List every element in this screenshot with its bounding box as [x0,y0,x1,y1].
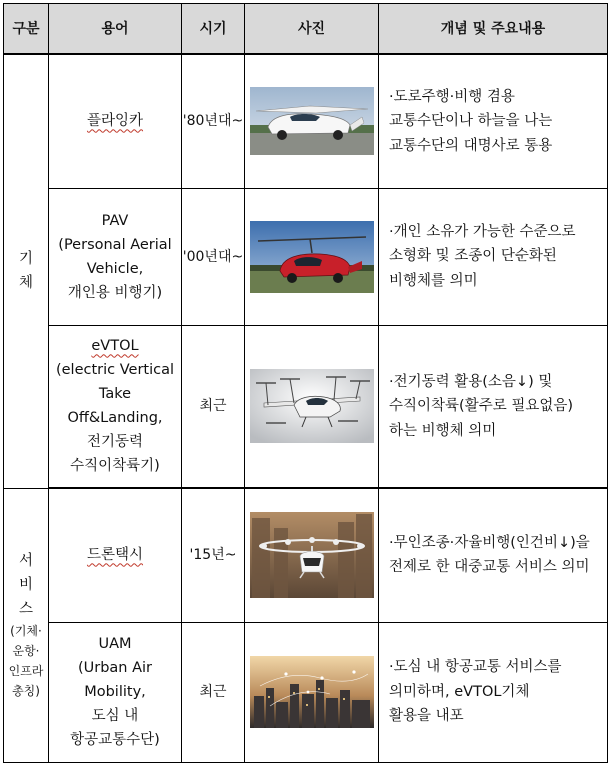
term-line: Off&Landing, [67,410,163,427]
category-char: 인프라 [8,664,44,678]
concept-line: 수직이착륙(활주로 필요없음) [389,398,574,414]
comparison-table [3,3,608,763]
term-line: (Personal Aerial [58,236,172,253]
table-row [4,188,608,325]
header-period: 시기 [182,4,245,55]
category-char: 스 [18,601,33,617]
table-row [4,325,608,488]
term-line: 수직이착륙기) [70,458,160,475]
drone-taxi-image [250,512,374,598]
category-service [4,488,49,762]
urban-air-mobility-photo [245,622,379,762]
term-cell [49,54,182,188]
concept-line: 교통수단의 대명사로 통용 [389,137,553,154]
table-row [4,54,608,188]
term-cell [49,488,182,622]
concept-line: ·개인 소유가 가능한 수준으로 [389,223,576,240]
term-line: Vehicle, [86,260,144,277]
term-line: UAM [98,636,132,652]
header-category: 구분 [4,4,49,55]
term-cell [49,622,182,762]
term-line: (electric Vertical [55,362,175,379]
pav-gyrocopter-photo [245,188,379,325]
period-cell: '15년~ [182,488,245,622]
header-concept: 개념 및 주요내용 [379,4,608,55]
header-photo: 사진 [245,4,379,55]
concept-cell [379,622,608,762]
concept-line: 소형화 및 조종이 단순화된 [389,248,557,265]
term-line: (Urban Air [77,660,153,676]
term-line: eVTOL [91,338,139,355]
category-char: 비 [18,577,33,593]
term-line: 플라잉카 [86,113,144,130]
concept-line: 의미하며, eVTOL기체 [389,683,530,700]
term-line: 도심 내 [91,708,139,724]
table-row [4,622,608,762]
concept-cell [379,325,608,488]
category-char: 체 [18,275,33,292]
concept-line: ·무인조종·자율비행(인건비↓)을 [389,534,590,551]
period-cell: '00년대~ [182,188,245,325]
pav-image [250,221,374,293]
category-char: 운항· [12,644,40,658]
concept-cell [379,54,608,188]
concept-cell [379,188,608,325]
term-line: 항공교통수단) [70,732,160,748]
evtol-aircraft-photo [245,325,379,488]
category-char: 총칭) [12,684,40,698]
term-line: Take [98,386,132,403]
concept-line: 활용을 내포 [389,708,464,725]
concept-line: ·도심 내 항공교통 서비스를 [389,659,562,676]
concept-cell [379,488,608,622]
category-char: 기 [18,251,33,268]
category-airframe [4,54,49,488]
term-line: PAV [101,212,129,229]
concept-line: 교통수단이나 하늘을 나는 [389,113,553,129]
concept-line: 비행체를 의미 [389,272,478,289]
flying-car-photo [245,54,379,188]
table-row [4,488,608,622]
concept-line: 전제로 한 대중교통 서비스 의미 [389,559,590,576]
term-cell [49,188,182,325]
term-cell [49,325,182,488]
drone-taxi-photo [245,488,379,622]
header-term: 용어 [49,4,182,55]
term-line: 개인용 비행기) [67,284,163,301]
category-char: (기체· [10,624,42,638]
term-line: 전기동력 [86,434,144,451]
header-row [4,4,608,55]
evtol-image [250,369,374,443]
period-cell: '80년대~ [182,54,245,188]
period-cell: 최근 [182,325,245,488]
category-char: 서 [18,553,33,569]
concept-line: ·전기동력 활용(소음↓) 및 [389,373,553,390]
term-line: Mobility, [84,684,146,700]
period-cell: 최근 [182,622,245,762]
concept-line: 하는 비행체 의미 [389,422,497,439]
term-line: 드론택시 [86,547,144,564]
uam-image [250,656,374,728]
concept-line: ·도로주행·비행 겸용 [389,88,515,105]
flying-car-image [250,87,374,155]
